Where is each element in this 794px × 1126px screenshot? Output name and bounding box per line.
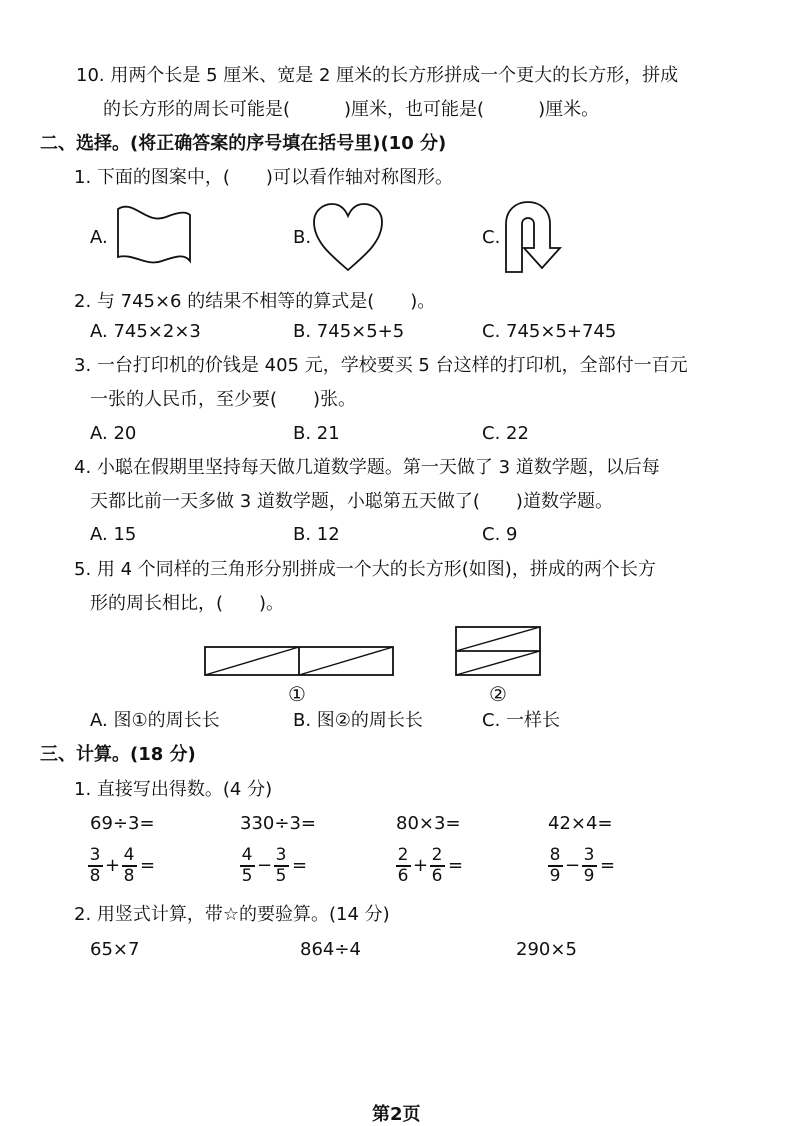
numerator: 3 [583, 845, 595, 865]
equals-sign: = [600, 855, 616, 876]
q10-line1: 10. 用两个长是 5 厘米、宽是 2 厘米的长方形拼成一个更大的长方形，拼成 [76, 65, 679, 86]
numerator: 3 [89, 845, 101, 865]
s2q4-line2: 天都比前一天多做 3 道数学题，小聪第五天做了( )道数学题。 [90, 491, 613, 512]
numerator: 2 [431, 845, 443, 865]
denominator: 6 [431, 866, 443, 886]
denominator: 9 [549, 866, 561, 886]
s2q2-option-b: B. 745×5+5 [293, 321, 405, 342]
fraction-operator: + [413, 855, 429, 876]
s2q5-option-c: C. 一样长 [482, 710, 561, 731]
figure-1-label: ① [288, 682, 306, 706]
section-2-title: 二、选择。(将正确答案的序号填在括号里)(10 分) [40, 133, 447, 154]
u-turn-arrow-icon [500, 200, 572, 278]
fraction-operator: + [105, 855, 121, 876]
calc-item-1: 69÷3= [90, 813, 155, 834]
s2q2-option-a: A. 745×2×3 [90, 321, 201, 342]
s2q3-line2: 一张的人民币，至少要( )张。 [90, 389, 357, 410]
vertical-calc-1: 65×7 [90, 939, 140, 960]
vertical-calc-3: 290×5 [516, 939, 577, 960]
numerator: 3 [275, 845, 287, 865]
fraction-operator: − [565, 855, 581, 876]
numerator: 4 [123, 845, 135, 865]
s2q5-line1: 5. 用 4 个同样的三角形分别拼成一个大的长方形(如图)，拼成的两个长方 [74, 559, 656, 580]
s2q3-option-b: B. 21 [293, 423, 340, 444]
heart-shape-icon [312, 202, 384, 274]
s2q5-option-a: A. 图①的周长长 [90, 710, 220, 731]
fraction-operator: − [257, 855, 273, 876]
s2q4-line1: 4. 小聪在假期里坚持每天做几道数学题。第一天做了 3 道数学题，以后每 [74, 457, 660, 478]
s2q3-option-a: A. 20 [90, 423, 137, 444]
figure-1-rectangle [204, 646, 394, 676]
calc-item-4: 42×4= [548, 813, 613, 834]
s2q5-line2: 形的周长相比，( )。 [90, 593, 285, 614]
s2q1-stem: 1. 下面的图案中，( )可以看作轴对称图形。 [74, 167, 453, 188]
s2q3-line1: 3. 一台打印机的价钱是 405 元，学校要买 5 台这样的打印机，全部付一百元 [74, 355, 688, 376]
numerator: 2 [397, 845, 409, 865]
s2q1-option-c: C. [482, 227, 501, 248]
s2q3-option-c: C. 22 [482, 423, 529, 444]
figure-2-rectangle [455, 626, 541, 676]
vertical-calc-2: 864÷4 [300, 939, 361, 960]
numerator: 8 [549, 845, 561, 865]
s3q1-stem: 1. 直接写出得数。(4 分) [74, 779, 273, 800]
s2q4-option-c: C. 9 [482, 524, 518, 545]
denominator: 5 [275, 866, 287, 886]
denominator: 8 [89, 866, 101, 886]
numerator: 4 [241, 845, 253, 865]
equals-sign: = [292, 855, 308, 876]
denominator: 8 [123, 866, 135, 886]
flag-shape-icon [112, 203, 196, 267]
s2q1-option-a: A. [90, 227, 108, 248]
calc-item-3: 80×3= [396, 813, 461, 834]
page-number: 第2页 [372, 1104, 421, 1125]
s2q4-option-a: A. 15 [90, 524, 137, 545]
s2q2-option-c: C. 745×5+745 [482, 321, 617, 342]
s3q2-stem: 2. 用竖式计算，带☆的要验算。(14 分) [74, 904, 390, 925]
s2q2-stem: 2. 与 745×6 的结果不相等的算式是( )。 [74, 291, 436, 312]
s2q1-option-b: B. [293, 227, 312, 248]
calc-item-2: 330÷3= [240, 813, 316, 834]
denominator: 9 [583, 866, 595, 886]
s2q4-option-b: B. 12 [293, 524, 340, 545]
denominator: 5 [241, 866, 253, 886]
equals-sign: = [448, 855, 464, 876]
figure-2-label: ② [489, 682, 507, 706]
q10-line2: 的长方形的周长可能是( )厘米，也可能是( )厘米。 [103, 99, 600, 120]
s2q5-option-b: B. 图②的周长长 [293, 710, 423, 731]
section-3-title: 三、计算。(18 分) [40, 744, 196, 765]
denominator: 6 [397, 866, 409, 886]
equals-sign: = [140, 855, 156, 876]
